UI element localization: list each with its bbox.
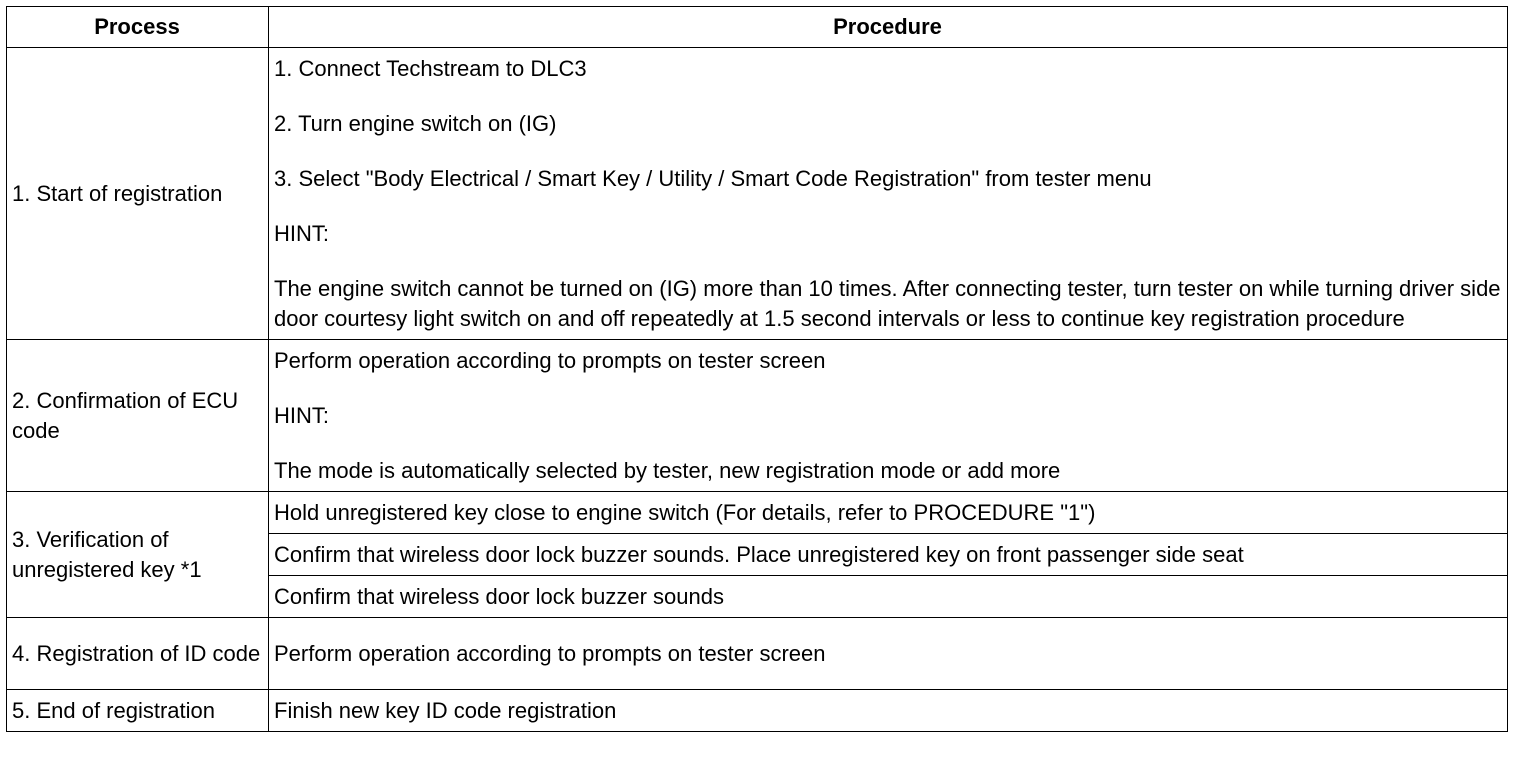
procedure-step: 3. Select "Body Electrical / Smart Key / Utility / Smart Code Registration" from tester menu	[274, 166, 1152, 191]
procedure-column-header: Procedure	[269, 7, 1508, 48]
hint-text: The engine switch cannot be turned on (IG) more than 10 times. After connecting tester, turn tester on while turning driver side door courtesy light switch on and off repeatedly at 1.5 second intervals or less to continue key registration procedure	[274, 276, 1501, 331]
table-row	[7, 690, 1508, 732]
procedure-cell	[269, 48, 1508, 340]
process-cell: 1. Start of registration	[7, 48, 269, 340]
procedure-cell	[269, 340, 1508, 492]
process-cell: 5. End of registration	[7, 690, 269, 732]
table-row	[7, 48, 1508, 340]
table-row	[7, 492, 1508, 534]
process-cell: 2. Confirmation of ECU code	[7, 340, 269, 492]
table-header-row	[7, 7, 1508, 48]
procedure-cell: Finish new key ID code registration	[269, 690, 1508, 732]
hint-text: The mode is automatically selected by tester, new registration mode or add more	[274, 458, 1061, 483]
hint-label: HINT:	[274, 403, 329, 428]
procedure-step: 2. Turn engine switch on (IG)	[274, 111, 557, 136]
procedure-step: Perform operation according to prompts on tester screen	[274, 348, 826, 373]
registration-procedure-table	[6, 6, 1508, 732]
table-row	[7, 340, 1508, 492]
process-cell: 4. Registration of ID code	[7, 618, 269, 690]
procedure-cell: Confirm that wireless door lock buzzer sounds. Place unregistered key on front passenger side seat	[269, 534, 1508, 576]
table-row	[7, 618, 1508, 690]
process-cell: 3. Verification of unregistered key *1	[7, 492, 269, 618]
process-column-header: Process	[7, 7, 269, 48]
procedure-step: 1. Connect Techstream to DLC3	[274, 56, 587, 81]
procedure-cell: Confirm that wireless door lock buzzer sounds	[269, 576, 1508, 618]
procedure-cell: Hold unregistered key close to engine switch (For details, refer to PROCEDURE "1")	[269, 492, 1508, 534]
hint-label: HINT:	[274, 221, 329, 246]
procedure-cell: Perform operation according to prompts on tester screen	[269, 618, 1508, 690]
